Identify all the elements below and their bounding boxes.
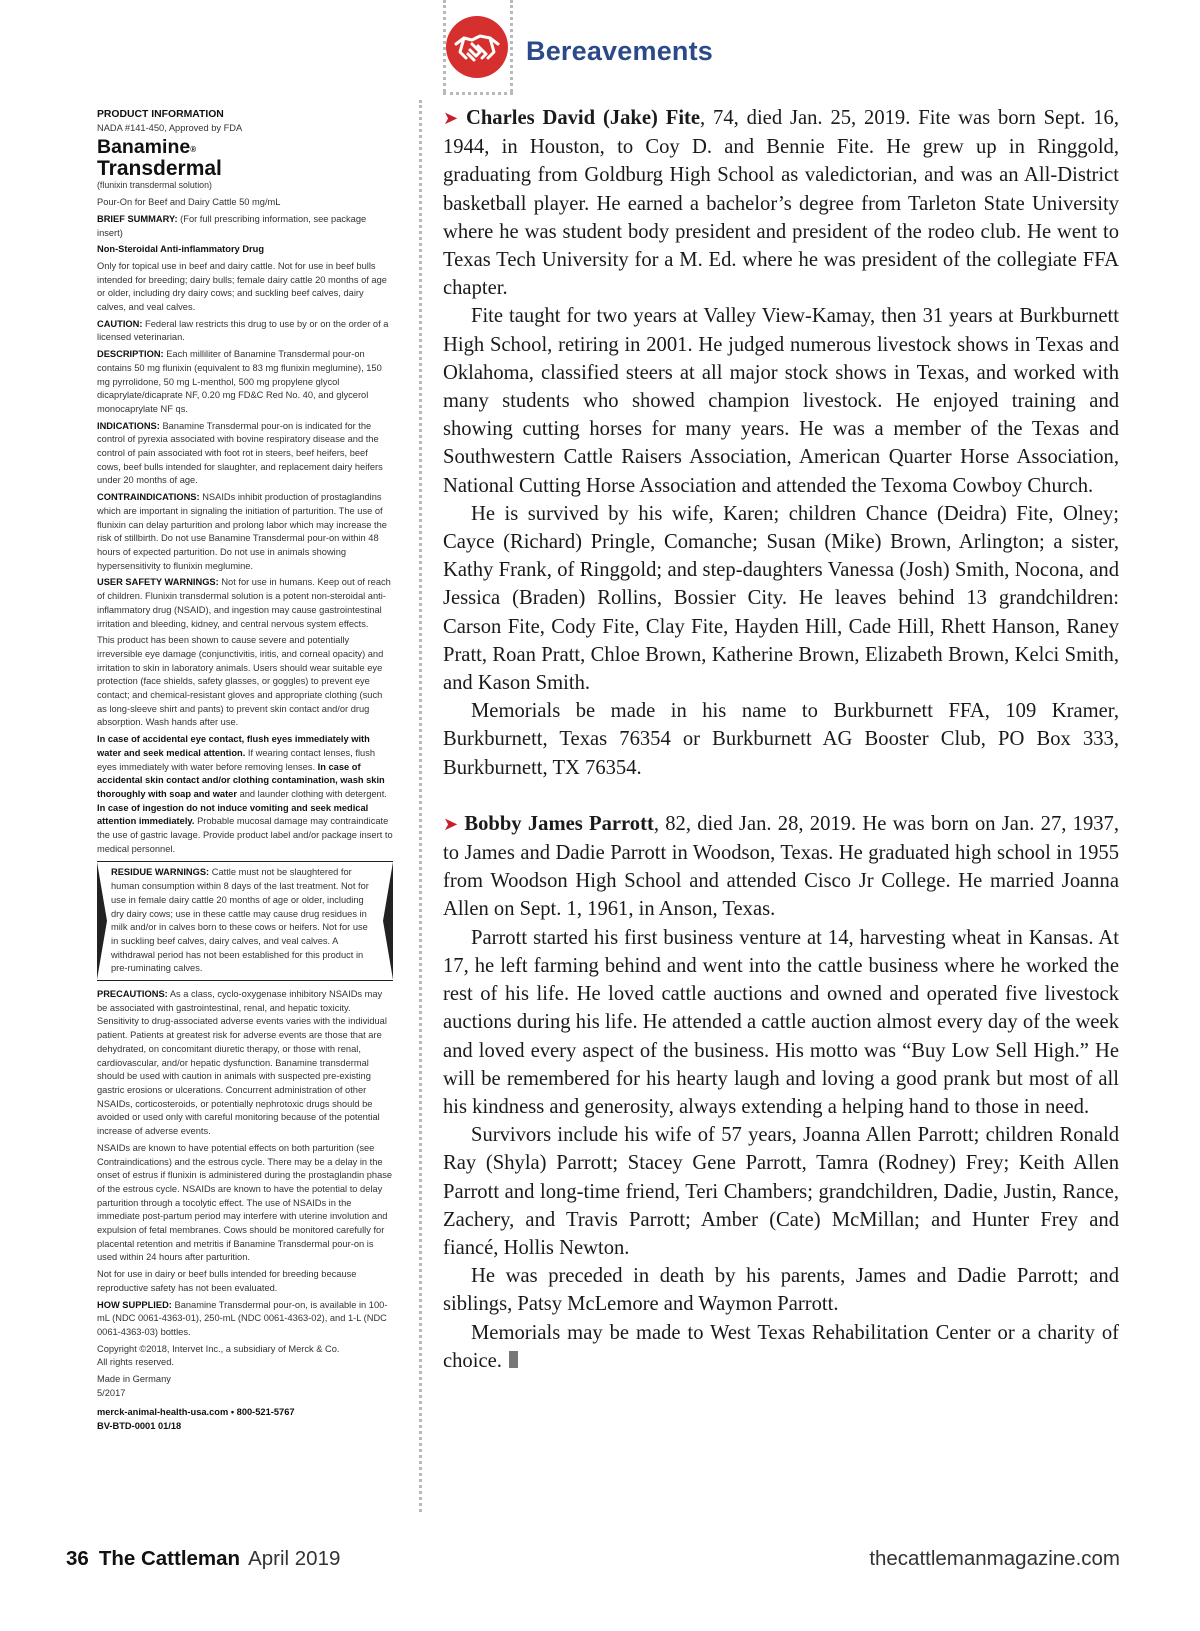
eye-contact-text: If wearing contact lenses, flush eyes immediately with water before removing lenses. — [97, 747, 376, 772]
skin-contact-text: and launder clothing with detergent. — [239, 788, 387, 799]
residue-box-right-bracket — [383, 862, 393, 980]
contraindications-label: CONTRAINDICATIONS: — [97, 492, 200, 503]
safety-label: USER SAFETY WARNINGS: — [97, 577, 219, 588]
description-text: Each milliliter of Banamine Transdermal pour-on contains 50 mg flunixin (equivalent to 83 mg flunixin meglumine), 150 mg pyrrolidone, 50 mg L-menthol, 500 mg propylene glycol dicaprylate/dicaprate NF, 0.20 mg FD&C Red No. 40, and glycerol monocaprylate NF qs. — [97, 349, 382, 414]
obituary-paragraph: He is survived by his wife, Karen; children Chance (Deidra) Fite, Olney; Cayce (Richard) Pringle, Comanche; Susan (Mike) Brown, Arlington; a sister, Kathy Frank, of Ringgold; and step-daughters Vanessa (Josh) Smith, Nocona, and Jessica (Braden) Rollins, Bossier City. He leaves behind 13 grandchildren: Carson Fite, Cody Fite, Clay Fite, Hayden Hill, Cade Hill, Rhett Hanson, Raney Pratt, Roan Pratt, Chloe Brown, Katherine Brown, Elizabeth Brown, Kelci Smith, and Kason Smith. — [443, 502, 1119, 695]
nsaid-text: NSAIDs are known to have potential effects on both parturition (see Contraindications) and the estrous cycle. There may be a delay in the onset of estrus if flunixin is administered during the prostaglandin phase of the estrous cycle. NSAIDs are known to have the potential to delay parturition through a tocolytic effect. The use of NSAIDs in the immediate post-partum period may interfere with uterine involution and expulsion of fetal membranes. Cows should be monitored carefully for placental retention and metritis if Banamine Transdermal pour-on is used within 24 hours after parturition. — [97, 1142, 393, 1263]
brief-summary-text: (For full prescribing information, see package insert) — [97, 213, 367, 238]
handshake-icon — [444, 14, 510, 80]
indications-label: INDICATIONS: — [97, 420, 160, 431]
obituary-paragraph: Fite taught for two years at Valley View-Kamay, then 31 years at Burkburnett High School, retiring in 2001. He judged numerous livestock shows in Texas and Oklahoma, classified steers at all major stock shows in Texas, and worked with many students who showed champion livestock. He enjoyed training and showing cutting horses for many years. He was a member of the Texas and Southwestern Cattle Raisers Association, American Quarter Horse Association, National Cutting Horse Association and attended the Texoma Cowboy Church. — [443, 305, 1119, 497]
brief-summary — [97, 213, 393, 240]
column-divider — [419, 100, 422, 1512]
website-url: thecattlemanmagazine.com — [869, 1547, 1120, 1570]
precautions-label: PRECAUTIONS: — [97, 989, 168, 1000]
ingestion-bold: In case of ingestion do not induce vomiting and seek medical attention immediately. — [97, 802, 369, 827]
product-information-ad — [97, 108, 393, 1437]
obituary-paragraph: Memorials be made in his name to Burkburnett FFA, 109 Kramer, Burkburnett, Texas 76354 or Burkburnett AG Booster Club, PO Box 333, Burkburnett, TX 76354. — [443, 700, 1119, 779]
residue-label: RESIDUE WARNINGS: — [111, 867, 210, 878]
safety-text: Not for use in humans. Keep out of reach of children. Flunixin transdermal solution is a potent non-steroidal anti-inflammatory drug (NSAID), and ingestion may cause gastrointestinal irritation and bleeding, kidney, and central nervous system effects. — [97, 577, 391, 629]
arrow-bullet-icon: ➤ — [443, 108, 459, 129]
obituary-lead — [443, 104, 1119, 302]
obituaries-column — [443, 104, 1119, 1375]
obituary-name: Charles David (Jake) Fite — [465, 107, 701, 129]
precautions-text: As a class, cyclo-oxygenase inhibitory NSAIDs may be associated with gastrointestinal, renal, and hepatic toxicity. Sensitivity to drug-associated adverse events varies with the individual patient. Patients at greatest risk for adverse events are those that are dehydrated, on concomitant diuretic therapy, or those with renal, cardiovascular, and/or hepatic dysfunction. Banamine transdermal should be used with caution in animals with suspected pre-existing gastric erosions or ulcerations. Concurrent administration of other NSAIDs, corticosteroids, or potentially nephrotoxic drugs should be avoided or used only with careful monitoring because of the potential increase of adverse events. — [97, 989, 387, 1137]
caution-text: Federal law restricts this drug to use by or on the order of a licensed veterinarian. — [97, 318, 389, 343]
issue-date: April 2019 — [248, 1547, 341, 1570]
copyright-line2: All rights reserved. — [97, 1357, 174, 1368]
made-date: 5/2017 — [97, 1387, 126, 1398]
obituary-lead — [443, 810, 1119, 924]
obituary-paragraph-last — [443, 1319, 1119, 1375]
obituary-intro: , 82, died Jan. 28, 2019. He was born on Jan. 27, 1937, to James and Dadie Parrott in Woodson, Texas. He graduated high school in 1955 from Woodson High School and attended Cisco Jr College. He married Joanna Allen on Sept. 1, 1961, in Anson, Texas. — [443, 812, 1119, 921]
brand-line2: Transdermal — [97, 157, 222, 181]
drug-class: Non-Steroidal Anti-inflammatory Drug — [97, 244, 265, 255]
end-mark-icon — [509, 1351, 518, 1368]
registered-mark: ® — [190, 145, 197, 155]
obituary-name: Bobby James Parrott — [464, 812, 654, 835]
obituary-paragraph: Parrott started his first business venture at 14, harvesting wheat in Kansas. At 17, he left farming behind and went into the cattle business where he worked the rest of his life. He loved cattle auctions and owned and operated five livestock auctions during his life. He attended a cattle auction almost every day of the week and loved every aspect of the business. His motto was “Buy Low Sell High.” He will be remembered for his hearty laugh and loving a good prank but most of all his kindness and generosity, always extending a helping hand to those in need. — [443, 926, 1119, 1118]
residue-text: Cattle must not be slaughtered for human consumption within 8 days of the last treatment. Not for use in female dairy cattle 20 months of age or older, including dry dairy cows; use in these cattle may cause drug residues in milk and/or in calves born to these cows or heifers. Not for use in suckling beef calves, dairy calves, and veal calves. A withdrawal period has not been established for this product in pre-ruminating calves. — [111, 867, 369, 974]
residue-box-left-bracket — [97, 862, 107, 980]
product-info-header: PRODUCT INFORMATION — [97, 109, 224, 120]
arrow-bullet-icon: ➤ — [443, 813, 459, 835]
user-safety-warnings — [97, 576, 393, 631]
nada-number: NADA #141-450, Approved by FDA — [97, 122, 243, 133]
merck-contact: merck-animal-health-usa.com • 800-521-5767 — [97, 1407, 295, 1418]
precautions — [97, 988, 393, 1139]
eye-damage-text: This product has been shown to cause severe and potentially irreversible eye damage (conjunctivitis, iritis, and corneal opacity) and irritation to skin in laboratory animals. Users should wear suitable eye protection (face shields, safety glasses, or goggles) to prevent eye contact; and chemical-resistant gloves and appropriate clothing (such as long-sleeve shirt and pants) to prevent skin contact and/or drug absorption. Wash hands after use. — [97, 635, 384, 728]
publication-name: The Cattleman — [98, 1547, 241, 1570]
breeding-text: Not for use in dairy or beef bulls intended for breeding because reproductive safety has not been evaluated. — [97, 1269, 357, 1293]
pour-on-line: Pour-On for Beef and Dairy Cattle 50 mg/mL — [97, 197, 281, 208]
ingestion-text: Probable mucosal damage may contraindicate the use of gastric lavage. Provide product label and/or package insert to medical personnel. — [97, 816, 393, 854]
caution-label: CAUTION: — [97, 318, 143, 329]
eye-contact-bold: In case of accidental eye contact, flush eyes immediately with water and seek medical attention. — [97, 734, 370, 758]
indications-text: Banamine Transdermal pour-on is indicated for the control of pyrexia associated with bovine respiratory disease and the control of pain associated with foot rot in steers, beef heifers, beef cows, beef bulls intended for slaughter, and replacement dairy heifers under 20 months of age. — [97, 420, 383, 486]
page-footer-left — [66, 1547, 340, 1571]
residue-warnings-box — [97, 861, 393, 981]
contraindications-text: NSAIDs inhibit production of prostaglandins which are important in signaling the initiation of parturition. The use of flunixin can delay parturition and prolong labor which may increase the risk of stillbirth. Do not use Banamine Transdermal pour-on within 48 hours of expected parturition. Do not use in animals showing hypersensitivity to flunixin meglumine. — [97, 492, 387, 571]
obituary-intro: , 74, died Jan. 25, 2019. Fite was born Sept. 16, 1944, in Houston, to Coy D. and Bennie Fite. He grew up in Ringgold, graduating from Goldburg High School as valedictorian, and was an All-District basketball player. He earned a bachelor’s degree from Tarleton State University where he was student body president and president of the rodeo club. He went to Texas Tech University for a M. Ed. where he was president of the collegiate FFA chapter. — [443, 107, 1120, 300]
use-text: Only for topical use in beef and dairy cattle. Not for use in beef bulls intended for breeding; dairy bulls; female dairy cattle 20 months of age or older, including dry dairy cows; and suckling beef calves, dairy calves, and veal calves. — [97, 260, 387, 313]
ad-code: BV-BTD-0001 01/18 — [97, 1421, 182, 1432]
made-in-text: Made in Germany — [97, 1374, 171, 1385]
brand-subtitle: (flunixin transdermal solution) — [97, 180, 212, 191]
description — [97, 348, 393, 417]
supplied-text: Banamine Transdermal pour-on, is available in 100-mL (NDC 0061-4363-01), 250-mL (NDC 0061-4363-02), and 1-L (NDC 0061-4363-03) bottles. — [97, 1299, 388, 1337]
made-in — [97, 1373, 393, 1400]
obituary-parrott — [443, 810, 1119, 1375]
copyright — [97, 1343, 393, 1370]
contraindications — [97, 491, 393, 573]
obituary-paragraph: Survivors include his wife of 57 years, Joanna Allen Parrott; children Ronald Ray (Shyla) Parrott; Stacey Gene Parrott, Tamra (Rodney) Frey; Keith Allen Parrott and long-time friend, Teri Chambers; grandchildren, Dadie, Justin, Rance, Zachery, and Travis Parrott; Amber (Cate) McMillan; and Hunter Frey and fiancé, Hollis Newton. — [443, 1124, 1119, 1259]
section-title: Bereavements — [526, 36, 714, 66]
brand-name-text: Banamine — [97, 136, 191, 159]
description-label: DESCRIPTION: — [97, 349, 164, 360]
copyright-line1: Copyright ©2018, Intervet Inc., a subsidiary of Merck & Co. — [97, 1343, 340, 1354]
indications — [97, 420, 393, 489]
caution — [97, 318, 393, 345]
section-header — [444, 0, 724, 100]
obituary-paragraph-text: Memorials may be made to West Texas Rehabilitation Center or a charity of choice. — [443, 1321, 1119, 1372]
page-number: 36 — [66, 1547, 89, 1570]
skin-contact-bold: In case of accidental skin contact and/or clothing contamination, wash skin thoroughly with soap and water — [97, 761, 385, 799]
brief-summary-label: BRIEF SUMMARY: — [97, 213, 178, 224]
brand-name — [97, 137, 393, 158]
obituary-paragraph: He was preceded in death by his parents, James and Dadie Parrott; and siblings, Patsy McLemore and Waymon Parrott. — [443, 1265, 1119, 1316]
accident-instructions — [97, 733, 393, 856]
how-supplied — [97, 1299, 393, 1340]
supplied-label: HOW SUPPLIED: — [97, 1299, 172, 1310]
obituary-fite — [443, 104, 1119, 782]
